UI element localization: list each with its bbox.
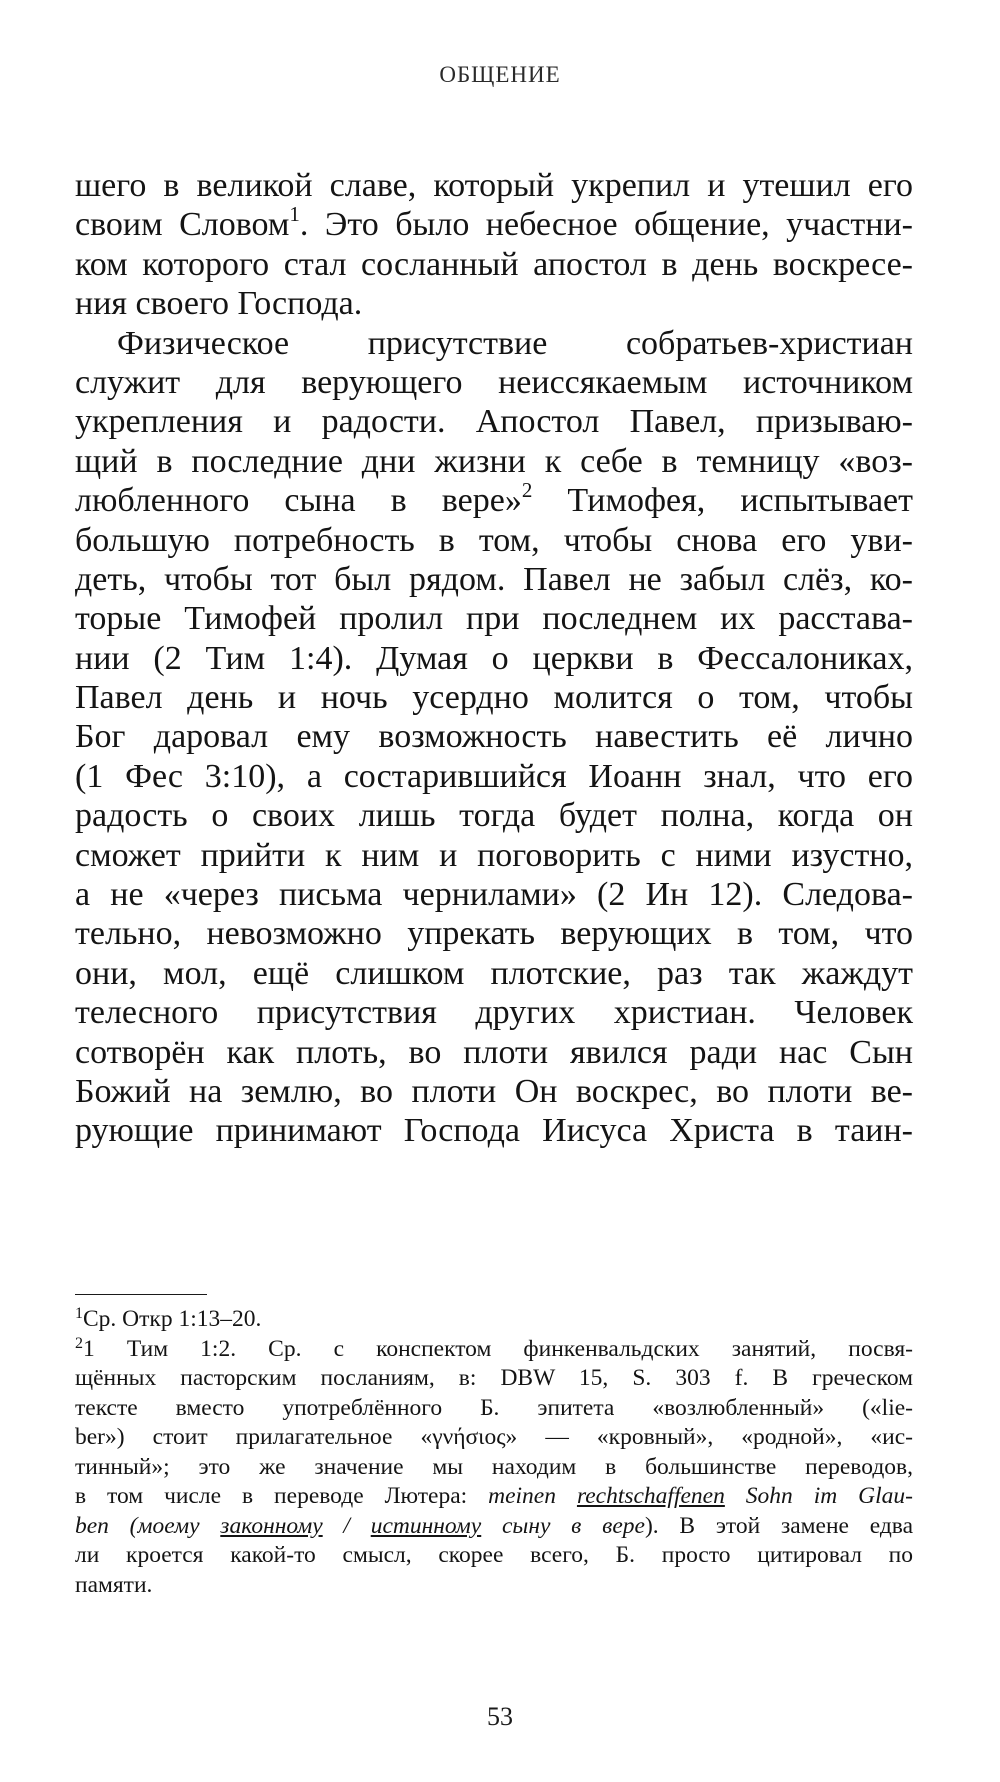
footnote-italic: сыну в вере [481,1512,645,1539]
body-line: Божий на землю, во плоти Он воскрес, во плоти ве- [75,1072,913,1110]
body-line: телесного присутствия других христиан. Человек [75,994,913,1032]
footnote-ref: 1 [289,202,300,227]
body-line: сотворён как плоть, во плоти явился ради нас Сын [75,1033,913,1071]
body-line: укрепления и радости. Апостол Павел, призываю- [75,403,913,441]
footnote-ref: 2 [521,478,533,503]
body-line: тельно, невозможно упрекать верующих в том, что [75,915,913,953]
footnote-italic-underlined: законному [220,1512,323,1539]
body-line [75,202,913,244]
footnote-2-line: ber») стоит прилагательное «γνήσιος» — «кровный», «родной», «ис- [75,1424,913,1450]
footnote-italic-underlined: истинному [370,1512,482,1539]
body-line: (1 Фес 3:10), а состарившийся Иоанн знал, что его [75,757,913,795]
body-line: ния своего Господа. [75,285,363,323]
footnote-italic: Sohn im Glau- [724,1483,913,1509]
footnote-italic: meinen [488,1483,577,1509]
body-line: Бог даровал ему возможность навестить её лично [75,718,913,756]
footnote-text: 1 Тим 1:2. Ср. с конспектом финкенвальдских занятий, посвя- [83,1335,913,1362]
footnote-italic-underlined: rechtschaffenen [576,1483,725,1509]
body-line: сможет прийти к ним и поговорить с ними изустно, [75,836,913,874]
footnote-separator [75,1294,207,1295]
footnote-marker: 2 [75,1334,83,1352]
body-line: щий в последние дни жизни к себе в темницу «воз- [75,442,913,480]
footnote-2-line: щённых пасторским посланиям, в: DBW 15, S. 303 f. В греческом [75,1365,913,1391]
footnote-marker: 1 [75,1305,83,1322]
body-line: они, мол, ещё слишком плотские, раз так жаждут [75,954,913,992]
body-line-part: Тимофея, испытывает [532,482,913,520]
body-line: Павел день и ночь усердно молится о том, чтобы [75,679,913,717]
footnote-2-line [75,1512,913,1542]
body-line: а не «через письма чернилами» (2 Ин 12). Следова- [75,876,913,914]
footnote-2-line: ли кроется какой-то смысл, скорее всего, Б. просто цитировал по [75,1542,913,1568]
body-line: ком которого стал сосланный апостол в день воскресе- [75,245,913,283]
body-line: большую потребность в том, чтобы снова его уви- [75,521,913,559]
body-line: торые Тимофей пролил при последнем их расстава- [75,600,913,638]
body-line: радость о своих лишь тогда будет полна, когда он [75,797,913,835]
footnote-text: в том числе в переводе Лютера: [75,1483,489,1509]
footnote-2-line [75,1335,913,1365]
running-head: ОБЩЕНИЕ [439,62,561,87]
footnote-2-line [75,1482,913,1512]
body-line-part: любленного сына в вере» [75,482,522,520]
footnote-italic: ben (моему [75,1512,221,1539]
body-line: служит для верующего неиссякаемым источником [75,363,913,401]
body-line: нии (2 Тим 1:4). Думая о церкви в Фессалониках, [75,639,913,677]
body-line [75,478,913,520]
body-line: рующие принимают Господа Иисуса Христа в таин- [75,1112,913,1150]
page-number: 53 [487,1702,513,1731]
body-line-part: . Это было небесное общение, участни- [299,206,913,244]
footnote-2-line: памяти. [75,1571,153,1598]
body-text [75,166,913,1151]
footnote-text: ). В этой замене едва [644,1512,914,1539]
footnotes [75,1305,913,1600]
body-line-part: своим Словом [75,206,290,244]
body-line: деть, чтобы тот был рядом. Павел не забыл слёз, ко- [75,560,913,598]
footnote-2-line: тексте вместо употреблённого Б. эпитета «возлюбленный» («lie- [75,1394,913,1421]
footnote-text: Ср. Откр 1:13–20. [83,1306,262,1332]
body-line: шего в великой славе, который укрепил и утешил его [75,167,913,204]
body-line: Физическое присутствие собратьев-христиан [117,324,913,362]
footnote-1 [75,1305,913,1335]
footnote-italic: / [322,1512,371,1539]
footnote-2-line: тинный»; это же значение мы находим в большинстве переводов, [75,1453,913,1480]
